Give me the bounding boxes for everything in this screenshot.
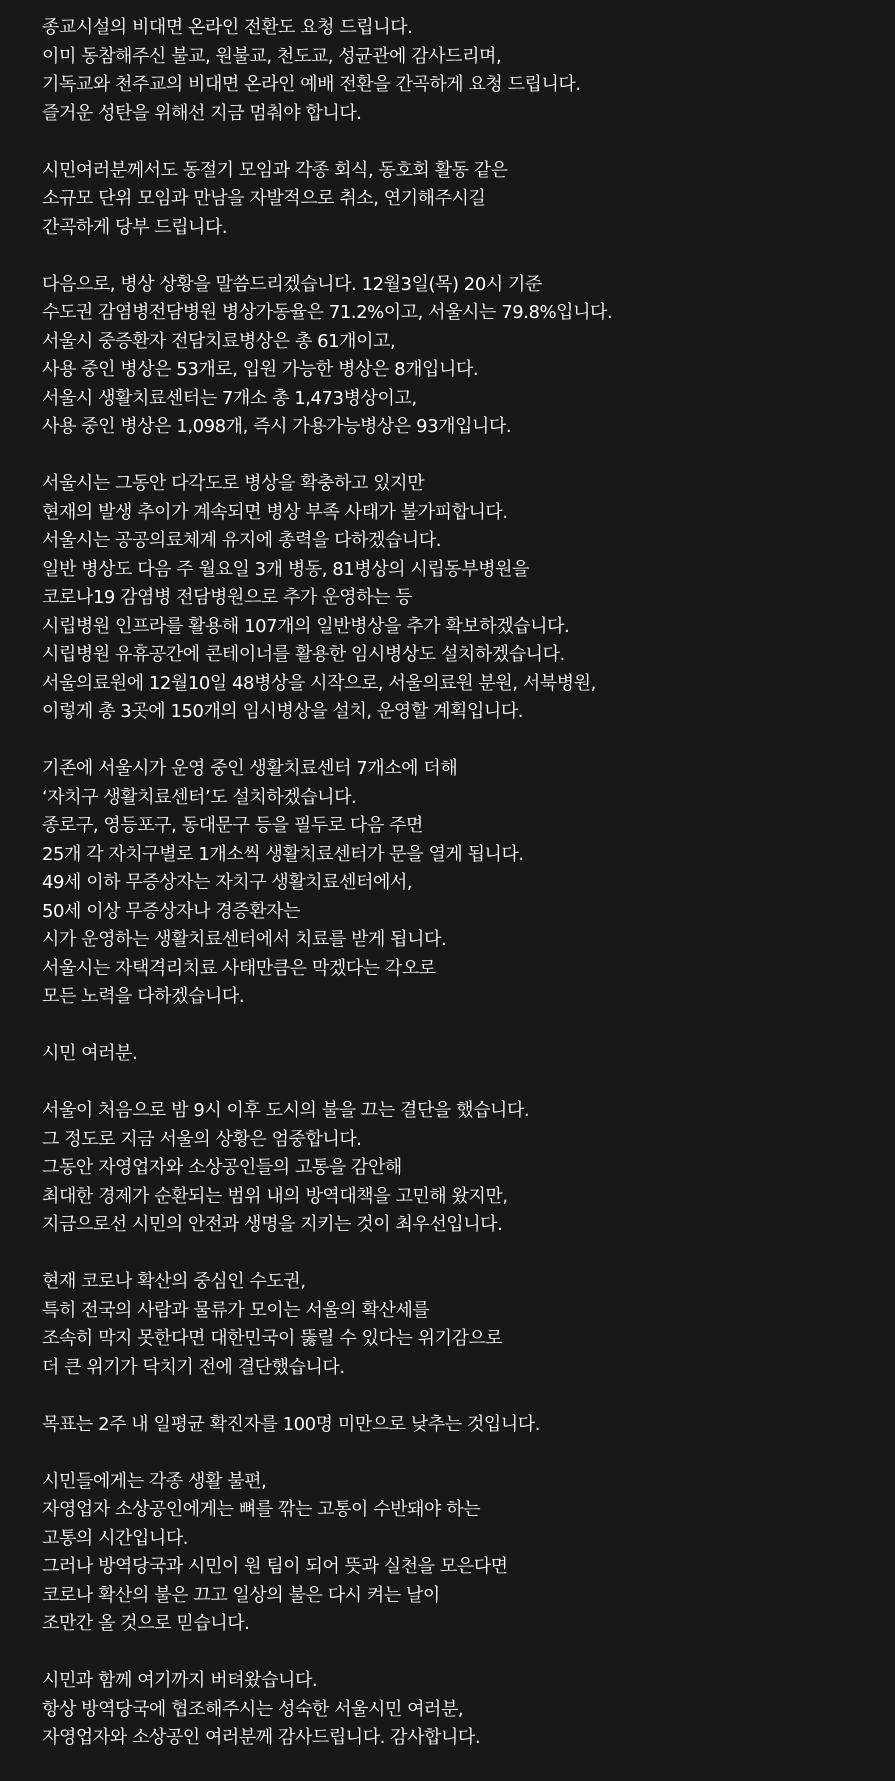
text-line: 서울시 생활치료센터는 7개소 총 1,473병상이고, [42,387,417,409]
text-line: 서울의료원에 12월10일 48병상을 시작으로, 서울의료원 분원, 서북병원, [42,672,596,694]
text-line: 시민들에게는 각종 생활 불편, [42,1470,267,1492]
text-line: 종로구, 영등포구, 동대문구 등을 필두로 다음 주면 [42,815,423,836]
text-line: ‘자치구 생활치료센터’도 설치하겠습니다. [42,786,357,808]
text-line: 이미 동참해주신 불교, 원불교, 천도교, 성균관에 감사드리며, [42,45,502,67]
text-line: 지금으로선 시민의 안전과 생명을 지키는 것이 최우선입니다. [42,1214,503,1235]
text-line: 그동안 자영업자와 소상공인들의 고통을 감안해 [42,1157,402,1178]
paragraph [42,755,882,1012]
text-line: 최대한 경제가 순환되는 범위 내의 방역대책을 고민해 왔지만, [42,1185,508,1207]
text-line: 서울시는 공공의료체계 유지에 총력을 다하겠습니다. [42,530,441,551]
paragraph [42,470,882,727]
text-line: 조속히 막지 못한다면 대한민국이 뚫릴 수 있다는 위기감으로 [42,1328,503,1349]
text-line: 시민 여러분. [42,1043,138,1064]
text-line: 특히 전국의 사람과 물류가 모이는 서울의 확산세를 [42,1299,430,1321]
text-line: 서울이 처음으로 밤 9시 이후 도시의 불을 끄는 결단을 했습니다. [42,1100,530,1121]
text-line: 다음으로, 병상 상황을 말씀드리겠습니다. 12월3일(목) 20시 기준 [42,273,542,295]
text-line: 소규모 단위 모임과 만남을 자발적으로 취소, 연기해주시길 [42,188,486,209]
paragraph [42,14,882,128]
text-line: 시민여러분께서도 동절기 모임과 각종 회식, 동호회 활동 같은 [42,159,508,181]
text-line: 고통의 시간입니다. [42,1527,189,1549]
text-line: 25개 각 자치구별로 1개소씩 생활치료센터가 문을 열게 됩니다. [42,843,524,865]
text-line: 이렇게 총 3곳에 150개의 임시병상을 설치, 운영할 계획입니다. [42,701,524,722]
text-line: 49세 이하 무증상자는 자치구 생활치료센터에서, [42,872,413,893]
text-line: 수도권 감염병전담병원 병상가동율은 71.2%이고, 서울시는 79.8%입니다. [42,302,613,323]
text-line: 서울시 중증환자 전담치료병상은 총 61개이고, [42,330,396,352]
text-line: 사용 중인 병상은 53개로, 입원 가능한 병상은 8개입니다. [42,359,479,380]
text-line: 서울시는 그동안 다각도로 병상을 확충하고 있지만 [42,473,425,494]
text-line: 현재의 발생 추이가 계속되면 병상 부족 사태가 불가피합니다. [42,501,508,523]
text-line: 종교시설의 비대면 온라인 전환도 요청 드립니다. [42,17,413,38]
text-line: 항상 방역당국에 협조해주시는 성숙한 서울시민 여러분, [42,1698,464,1720]
text-line: 더 큰 위기가 닥치기 전에 결단했습니다. [42,1356,345,1378]
text-line: 간곡하게 당부 드립니다. [42,216,228,238]
text-line: 일반 병상도 다음 주 월요일 3개 병동, 81병상의 시립동부병원을 [42,558,529,580]
paragraph [42,1411,882,1440]
paragraph [42,1667,882,1753]
text-line: 시립병원 인프라를 활용해 107개의 일반병상을 추가 확보하겠습니다. [42,615,570,637]
text-line: 시립병원 유휴공간에 콘테이너를 활용한 임시병상도 설치하겠습니다. [42,644,565,665]
text-line: 그 정도로 지금 서울의 상황은 엄중합니다. [42,1128,362,1150]
text-line: 코로나19 감염병 전담병원으로 추가 운영하는 등 [42,587,413,608]
text-line: 자영업자와 소상공인 여러분께 감사드립니다. 감사합니다. [42,1727,481,1748]
paragraph [42,1468,882,1639]
text-line: 즐거운 성탄을 위해선 지금 멈춰야 합니다. [42,102,362,124]
text-line: 목표는 2주 내 일평균 확진자를 100명 미만으로 낮추는 것입니다. [42,1413,540,1435]
text-line: 시가 운영하는 생활치료센터에서 치료를 받게 됩니다. [42,929,447,950]
paragraph [42,1097,882,1240]
text-line: 기독교와 천주교의 비대면 온라인 예배 전환을 간곡하게 요청 드립니다. [42,74,581,95]
text-line: 조만간 올 것으로 믿습니다. [42,1613,250,1634]
text-line: 모든 노력을 다하겠습니다. [42,986,245,1007]
paragraph [42,157,882,243]
paragraph [42,1268,882,1382]
text-line: 사용 중인 병상은 1,098개, 즉시 가용가능병상은 93개입니다. [42,416,512,437]
text-line: 시민과 함께 여기까지 버텨왔습니다. [42,1670,318,1691]
text-line: 50세 이상 무증상자나 경증환자는 [42,900,301,922]
paragraph [42,271,882,442]
paragraph [42,1040,882,1069]
text-line: 기존에 서울시가 운영 중인 생활치료센터 7개소에 더해 [42,758,458,779]
text-line: 자영업자 소상공인에게는 뼈를 깎는 고통이 수반돼야 하는 [42,1499,481,1520]
text-line: 코로나 확산의 불은 끄고 일상의 불은 다시 켜는 날이 [42,1584,440,1606]
speech-text [42,14,882,1781]
text-line: 현재 코로나 확산의 중심인 수도권, [42,1271,306,1292]
text-line: 서울시는 자택격리치료 사태만큼은 막겠다는 각오로 [42,957,436,979]
text-line: 그러나 방역당국과 시민이 원 팀이 되어 뜻과 실천을 모은다면 [42,1556,508,1577]
